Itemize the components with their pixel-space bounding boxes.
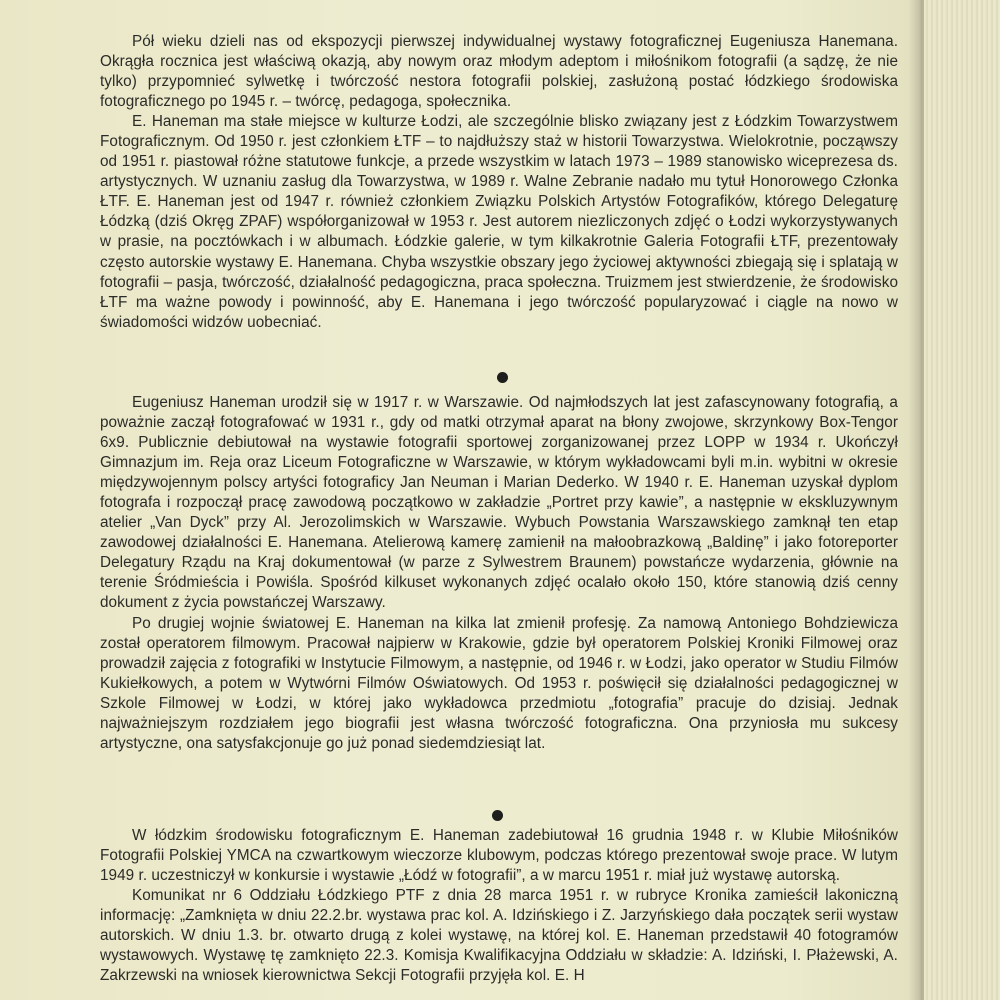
paragraph: E. Haneman ma stałe miejsce w kulturze Łodzi, ale szczególnie blisko związany jest z Łódzkim Towarzystwem Fotograficznym. Od 1950 r. jest członkiem ŁTF – to najdłuższy staż w historii Towarzystwa. Wielokrotnie, począwszy od 1951 r. piastował różne statutowe funkcje, a przede wszystkim w latach 1973 – 1989 stanowisko wiceprezesa ds. artystycznych. W uznaniu zasług dla Towarzystwa, w 1989 r. Walne Zebranie nadało mu tytuł Honorowego Członka ŁTF. E. Haneman jest od 1947 r. również członkiem Związku Polskich Artystów Fotografików, którego Delegaturę Łódzką (dziś Okręg ZPAF) współorganizował w 1953 r. Jest autorem niezliczonych zdjęć o Łodzi wykorzystywanych w prasie, na pocztówkach i w albumach. Łódzkie galerie, w tym kilkakrotnie Galeria Fotografii ŁTF, prezentowały często autorskie wystawy E. Hanemana. Chyba wszystkie obszary jego życiowej aktywności zbiegają się i splatają w fotografii – pasja, twórczość, działalność pedagogiczna, praca społeczna. Truizmem jest stwierdzenie, że środowisko ŁTF ma ważne powody i powinność, aby E. Hanemana i jego twórczość popularyzować i ciągle na nowo w świadomości widzów uobecniać.: [100, 113, 898, 331]
paragraph: Eugeniusz Haneman urodził się w 1917 r. w Warszawie. Od najmłodszych lat jest zafascynowany fotografią, a poważnie zaczął fotografować w 1931 r., gdy od matki otrzymał aparat na błony zwojowe, skrzynkowy Box-Tengor 6x9. Publicznie debiutował na wystawie fotografii sportowej zorganizowanej przez LOPP w 1934 r. Ukończył Gimnazjum im. Reja oraz Liceum Fotograficzne w Warszawie, w którym wykładowcami byli m.in. wybitni w okresie międzywojennym polscy artyści fotograficy Jan Neuman i Marian Dederko. W 1940 r. E. Haneman uzyskał dyplom fotografa i rozpoczął pracę zawodową początkowo w zakładzie „Portret przy kawie”, a następnie w ekskluzywnym atelier „Van Dyck” przy Al. Jerozolimskich w Warszawie. Wybuch Powstania Warszawskiego zamknął ten etap zawodowej działalności E. Hanemana. Atelierową kamerę zamienił na małoobrazkową „Baldinę” i jako fotoreporter Delegatury Rządu na Kraj dokumentował (w parze z Sylwestrem Braunem) powstańcze wydarzenia, głównie na terenie Śródmieścia i Powiśla. Spośród kilkuset wykonanych zdjęć ocalało około 150, które stanowią dziś cenny dokument z życia powstańczej Warszawy.: [100, 394, 898, 612]
paragraph: Po drugiej wojnie światowej E. Haneman na kilka lat zmienił profesję. Za namową Antoniego Bohdziewicza został operatorem filmowym. Pracował najpierw w Krakowie, gdzie był operatorem Polskiej Kroniki Filmowej oraz prowadził zajęcia z fotografiki w Instytucie Filmowym, a następnie, od 1946 r. w Łodzi, jako operator w Studiu Filmów Kukiełkowych, a potem w Wytwórni Filmów Oświatowych. Od 1953 r. poświęcił się działalności pedagogicznej w Szkole Filmowej w Łodzi, w której jako wykładowca przedmiotu „fotografia” pracuje do dzisiaj. Jednak najważniejszym rozdziałem jego biografii jest własna twórczość fotograficzna. Ona przyniosła mu sukcesy artystyczne, ona satysfakcjonuje go już ponad siedemdziesiąt lat.: [100, 614, 898, 752]
paragraph: Pół wieku dzieli nas od ekspozycji pierwszej indywidualnej wystawy fotograficznej Eugeniusza Hanemana. Okrągła rocznica jest właściwą okazją, aby nowym oraz młodym adeptom i miłośnikom fotografii (a sądzę, że nie tylko) przypomnieć sylwetkę i twórczość nestora fotografii polskiej, zasłużoną postać łódzkiego środowiska fotograficznego po 1945 r. – twórcę, pedagoga, społecznika.: [100, 33, 898, 111]
section-separator-bullet: [492, 810, 503, 821]
adjacent-page-edges: [924, 0, 1000, 1000]
text-section-1: [100, 32, 898, 333]
paragraph: Komunikat nr 6 Oddziału Łódzkiego PTF z dnia 28 marca 1951 r. w rubryce Kronika zamieścił lakoniczną informację: „Zamknięta w dniu 22.2.br. wystawa prac kol. A. Idzińskiego i Z. Jarzyńskiego dała początek serii wystaw autorskich. W dniu 1.3. br. otwarto drugą z kolei wystawę, na której kol. E. Haneman przedstawił 40 fotogramów wystawowych. Wystawę tę zamknięto 22.3. Komisja Kwalifikacyjna Oddziału w składzie: A. Idziński, I. Płażewski, A. Zakrzewski na wniosek kierownictwa Sekcji Fotografii przyjęła kol. E. H: [100, 887, 898, 985]
text-section-3: [100, 826, 898, 986]
text-section-2: [100, 393, 898, 754]
section-separator-bullet: [497, 372, 508, 383]
paragraph: W łódzkim środowisku fotograficznym E. Haneman zadebiutował 16 grudnia 1948 r. w Klubie Miłośników Fotografii Polskiej YMCA na czwartkowym wieczorze klubowym, podczas którego prezentował swoje prace. W lutym 1949 r. uczestniczył w konkursie i wystawie „Łódź w fotografii”, a w marcu 1951 r. miał już wystawę autorską.: [100, 827, 898, 885]
